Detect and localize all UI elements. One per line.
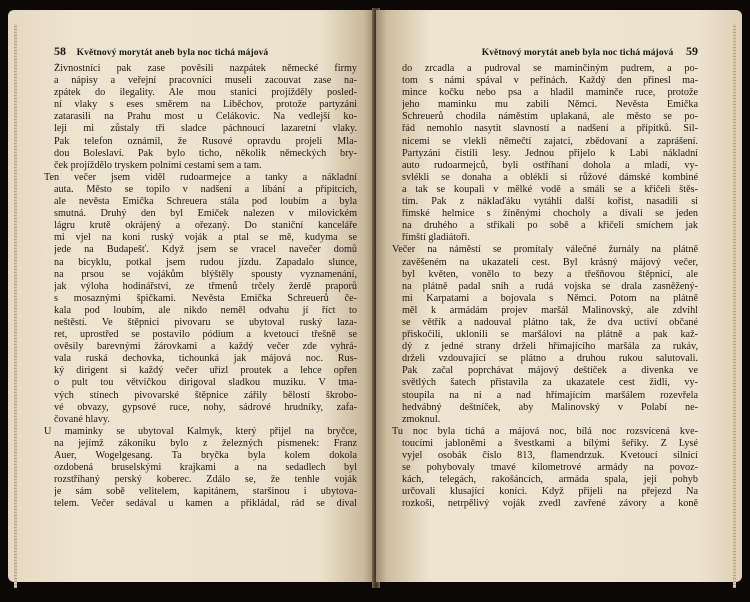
text-line: přiskočili, uklonili se maršálovi na plátně a pak kaž- — [402, 329, 698, 341]
page-number: 58 — [54, 44, 66, 58]
text-line: s mosaznými špičkami. Nevěsta Emička Schreuerů če- — [54, 292, 357, 304]
text-line: zavěšeném na ukazateli cest. Byl krásný májový večer, — [402, 256, 698, 268]
right-page-header — [402, 43, 698, 59]
text-line: drželi vzdouvající se plátno a druhou rukou salutovali. — [402, 353, 698, 365]
left-page-text — [44, 63, 357, 510]
text-line: rozkoši, netrpělivý voják zvedl zavřené závory a koně — [402, 498, 698, 510]
text-line: Živnostníci pak zase pověsili nazpátek německé firmy — [54, 63, 357, 74]
text-line: jeho maminku mu zabili Němci. Nevěsta Emička — [402, 99, 698, 111]
text-line: světlých šatech přistavila za ukazatele cest židli, vy- — [402, 377, 698, 389]
text-line: ký dirigent si každý večer uřízl proutek a lehce opřen — [54, 365, 357, 377]
text-line: římští gladiátoři. — [402, 232, 470, 244]
right-page — [376, 10, 742, 582]
text-line: tím. Pak z náklaďáku vytáhli další kořist, nasadili si — [402, 196, 698, 208]
text-line: určovali klusající koníci. Když přijeli na přejezd Na — [402, 486, 698, 498]
text-line: kala pod loubím, ale nikdo neměl odvahu jí říct to — [54, 304, 357, 316]
text-line: ret, uprostřed se postavilo pódium a kvetoucí třešně se — [54, 329, 357, 341]
text-line: kách, telegách, rakošáncích, armáda spala, její pohyb — [402, 474, 698, 486]
text-line: mince kočku nebo psa a hladil maminče ruce, protože — [402, 87, 698, 99]
text-line: vyjel osobák číslo 813, flamendrzuk. Kvetoucí silnicí — [402, 450, 698, 461]
text-line: je sám sobě velitelem, kapitánem, staršinou i ubytova- — [54, 486, 357, 498]
right-page-text — [392, 63, 698, 510]
text-line: zatarasili na Prahu most u Čelákovic. Na vedlejší ko- — [54, 111, 357, 123]
text-line: Večer na náměstí se promítaly válečné žurnály na plátně — [392, 244, 698, 256]
text-line: U maminky se ubytoval Kalmyk, který přijel na bryčce, — [44, 425, 357, 437]
text-line: vých stínech pivovarské štěpnice zářily bělostí škrobo- — [54, 389, 357, 401]
text-line: svlékli se donaha a oblékli si růžové dámské kombiné — [402, 171, 698, 183]
text-line: ale nevěsta Emička Schreuera stála pod loubím a byla — [54, 196, 357, 208]
left-page — [8, 10, 375, 582]
text-line: a tak se koupali v mělké vodě a smáli se a křičeli štěs- — [402, 183, 698, 195]
text-line: auto rudoarmejců, byli ostříhaní dohola a mladí, vy- — [402, 159, 698, 171]
left-page-edge — [14, 24, 17, 588]
text-line: jede na Budapešť. Když jsem se vracel navečer domů — [54, 244, 357, 256]
text-line: se pohybovaly tmavé kilometrové armády na povoz- — [402, 462, 698, 474]
right-page-edge — [733, 24, 736, 588]
text-line: řád nemohlo nasytit slavností a nadšení a přípitků. Sil- — [402, 123, 698, 135]
text-line: hedvábný deštníček, aby Malinovský v Polabí ne- — [402, 401, 698, 413]
text-line: leji mi zůstaly tři sladce páchnoucí lazaretní vlaky. — [54, 123, 357, 135]
text-line: Auer, Wogelgesang. Ta bryčka byla kolem dokola — [54, 450, 357, 461]
text-line: o pult tou větvičkou dirigoval sladkou muziku. V tma- — [54, 377, 357, 389]
running-title: Květnový morytát aneb byla noc tichá májová — [76, 48, 269, 58]
text-line: stoupila na ni a nad hřímajícím maršálem rozevřela — [402, 389, 698, 401]
text-line: čované hlavy. — [54, 413, 110, 425]
text-line: byl květen, vonělo to bezy a třešňovou štěpnicí, ale — [402, 268, 698, 280]
text-line: dou Boleslaví. Pak bylo ticho, několik německých bry- — [54, 147, 357, 159]
text-line: na bicyklu, potkal jsem rudou jízdu. Zapadalo slunce, — [54, 256, 357, 268]
text-line: rozstříhaný perský koberec. Zdálo se, že tenhle voják — [54, 474, 357, 486]
text-line: římské helmice s žíněnými chocholy a dívali se jeden — [402, 208, 698, 220]
page-number: 59 — [686, 44, 698, 58]
text-line: Pak telefon oznámil, že Rusové opravdu projeli Mla- — [54, 135, 357, 147]
text-line: Schreuerů chodila náměstím uplakaná, ale město se po- — [402, 111, 698, 123]
text-line: zmoknul. — [402, 413, 441, 425]
text-line: na jejímž zákoníku bylo z železných písmenek: Franz — [54, 437, 357, 449]
text-line: mi vjel na koni ruský voják a ptal se mě, kudyma se — [54, 232, 357, 244]
text-line: na druhého a stříkali po sobě a křičeli smíchem jak — [402, 220, 698, 232]
text-line: měl k armádám projev maršál Malinovský, ale zdvihl — [402, 304, 698, 316]
text-line: Pak začal poprchávat májový deštíček a divenka ve — [402, 365, 698, 377]
text-line: se větřík a nadouval plátno tak, že dva uctiví občané — [402, 316, 698, 328]
text-line: a nápisy a veřejní pracovníci museli zacouvat zase na- — [54, 75, 357, 87]
text-line: nicemi se vlekli němečtí zajatci, zbědovaní a zaprášení. — [402, 135, 698, 147]
text-line: Ten večer jsem viděl rudoarmejce a tanky a nákladní — [44, 171, 357, 183]
text-line: telem. Večer sedával u kamen a přikládal, rád se díval — [54, 498, 357, 510]
text-line: auta. Město se topilo v nadšení a líbání a přípitcích, — [54, 183, 357, 195]
left-page-header — [54, 43, 357, 59]
text-line: smutná. Druhý den byl Emiček nalezen v milovickém — [54, 208, 357, 220]
text-line: na plátně padal sníh a rudá vojska se drala zasněžený- — [402, 280, 698, 292]
text-line: neštěstí. Ve štěpnici pivovaru se ubytoval ruský laza- — [54, 316, 357, 328]
text-line: ozdobená bruselskými krajkami a na sedadlech byl — [54, 462, 357, 474]
text-line: na prsou se vojákům blýštěly spousty vyznamenání, — [54, 268, 357, 280]
text-line: Tu noc byla tichá a májová noc, bílá noc rozsvícená kve- — [392, 425, 698, 437]
text-line: vé obvazy, gypsové ruce, nohy, sádrové hrudníky, zafa- — [54, 401, 357, 413]
text-line: do zrcadla a pudroval se maminčiným pudrem, a po- — [402, 63, 698, 74]
text-line: dý z jedné strany drželi hřímajícího maršála za rukáv, — [402, 341, 698, 353]
text-line: vala ruská dechovka, tichounká jak májová noc. Rus- — [54, 353, 357, 365]
text-line: ní vlaky s eses směrem na Liběchov, protože partyzáni — [54, 99, 357, 111]
text-line: toucími jabloněmi a švestkami a bílými šeříky. Z Lysé — [402, 437, 698, 449]
text-line: Partyzáni čistili lesy. Jednou přijelo k Labi nákladní — [402, 147, 698, 159]
text-line: tom s námi spával v peřinách. Každý den přinesl ma- — [402, 75, 698, 87]
text-line: lágru krutě okrájený a ořezaný. Do staniční kanceláře — [54, 220, 357, 232]
text-line: jak výloha hodinářství, ze třmenů trčely žerdě praporů — [54, 280, 357, 292]
text-line: zpátek do ilegality. Ale mou stanici projížděly posled- — [54, 87, 357, 99]
text-line: ček projíždělo tryskem polními cestami sem a tam. — [54, 159, 262, 171]
text-line: ověsily barevnými žárovkami a každý večer zde vyhrá- — [54, 341, 357, 353]
text-line: mi Karpatami a bojovala s Němci. Potom na plátně — [402, 292, 698, 304]
running-title: Květnový morytát aneb byla noc tichá májová — [481, 48, 674, 58]
